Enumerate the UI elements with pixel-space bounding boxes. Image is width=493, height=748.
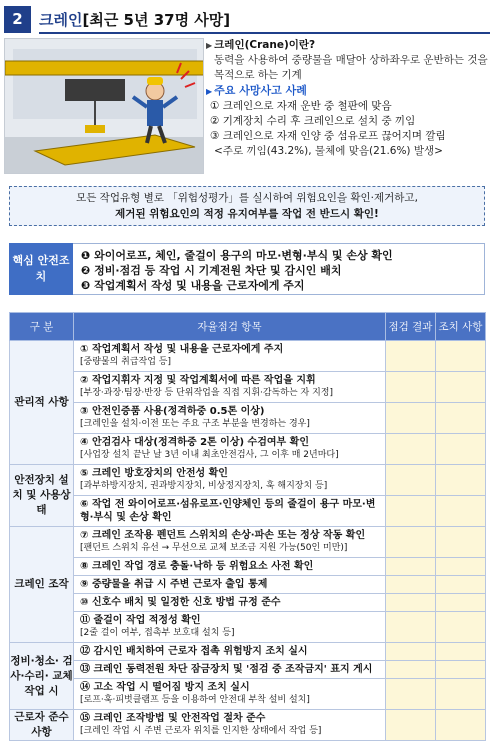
action-input-cell[interactable]: [436, 679, 486, 710]
table-row: [10, 372, 486, 403]
result-checkbox-cell[interactable]: [386, 465, 436, 496]
section-header: [4, 4, 490, 34]
header-underline: [39, 32, 490, 34]
case-item: ① 크레인으로 자재 운반 중 철판에 맞음: [210, 100, 392, 112]
item-text: ④ 안검검사 대상(정격하중 2톤 이상) 수검여부 확인: [80, 437, 309, 448]
checklist-item: [74, 527, 386, 558]
action-input-cell[interactable]: [436, 372, 486, 403]
result-checkbox-cell[interactable]: [386, 434, 436, 465]
checklist-item: [74, 465, 386, 496]
checklist-item: [74, 372, 386, 403]
result-checkbox-cell[interactable]: [386, 403, 436, 434]
item-subtext: [사업장 설치 끝난 날 3년 이내 최초안전검사, 그 이후 매 2년마다]: [80, 450, 339, 460]
action-input-cell[interactable]: [436, 558, 486, 576]
item-text: ⑮ 크레인 조작방법 및 안전작업 절차 준수: [80, 713, 266, 724]
action-input-cell[interactable]: [436, 612, 486, 643]
title-rest: [최근 5년 37명 사망]: [82, 10, 231, 29]
checklist-item: [74, 496, 386, 527]
result-checkbox-cell[interactable]: [386, 612, 436, 643]
table-row: [10, 643, 486, 661]
intro-section: [4, 38, 490, 174]
header-category: 구 분: [10, 313, 74, 341]
action-input-cell[interactable]: [436, 710, 486, 741]
item-text: ⑪ 줄걸이 작업 적정성 확인: [80, 615, 201, 626]
self-inspection-table: [9, 312, 486, 741]
category-cell: 근로자 준수사항: [10, 710, 74, 741]
checklist-item: [74, 612, 386, 643]
action-input-cell[interactable]: [436, 527, 486, 558]
item-subtext: [팬던트 스위치 유선 → 무선으로 교체 보조금 지원 가능(50인 미만)]: [80, 543, 348, 553]
notice-line-1: 모든 작업유형 별로 「위험성평가」를 실시하여 위험요인을 확인·제거하고,: [76, 192, 418, 204]
item-text: ⑭ 고소 작업 시 떨어짐 방지 조치 실시: [80, 682, 250, 693]
item-text: ⑦ 크레인 조작용 펜던트 스위치의 손상·파손 또는 정상 작동 확인: [80, 530, 366, 541]
checklist-item: [74, 661, 386, 679]
item-subtext: [부장·과장·팀장·반장 등 단위작업을 직접 지휘·감독하는 자 지정]: [80, 388, 333, 398]
item-subtext: [크레인 작업 시 주변 근로자 위치를 인지한 상태에서 작업 등]: [80, 726, 322, 736]
accident-stat-note: <주로 끼임(43.2%), 물체에 맞음(21.6%) 발생>: [214, 145, 443, 157]
core-safety-measures: [9, 243, 485, 295]
category-cell: 크레인 조작: [10, 527, 74, 643]
checklist-item: [74, 679, 386, 710]
crane-accident-illustration: [4, 38, 204, 174]
result-checkbox-cell[interactable]: [386, 527, 436, 558]
item-text: ⑩ 신호수 배치 및 일정한 신호 방법 규정 준수: [80, 597, 281, 608]
item-text: ① 작업계획서 작성 및 내용을 근로자에게 주지: [80, 344, 284, 355]
category-cell: 안전장치 설치 및 사용상태: [10, 465, 74, 527]
header-action: 조치 사항: [436, 313, 486, 341]
result-checkbox-cell[interactable]: [386, 496, 436, 527]
item-text: ⑨ 중량물을 취급 시 주변 근로자 출입 통제: [80, 579, 268, 590]
core-item: ❷ 정비·점검 등 작업 시 기계전원 차단 및 감시인 배치: [81, 264, 342, 277]
checklist-item: [74, 434, 386, 465]
crane-question: ▶ 크레인(Crane)이란?: [206, 39, 316, 51]
result-checkbox-cell[interactable]: [386, 372, 436, 403]
item-text: ② 작업지휘자 지정 및 작업계획서에 따른 작업을 지휘: [80, 375, 316, 386]
header-result: 점검 결과: [386, 313, 436, 341]
checklist-item: [74, 594, 386, 612]
result-checkbox-cell[interactable]: [386, 594, 436, 612]
table-row: [10, 679, 486, 710]
title-accent: 크레인: [39, 10, 83, 29]
item-subtext: [크레인을 설치·이전 또는 주요 구조 부분을 변경하는 경우]: [80, 419, 310, 429]
action-input-cell[interactable]: [436, 434, 486, 465]
checklist-item: [74, 558, 386, 576]
action-input-cell[interactable]: [436, 465, 486, 496]
checklist-item: [74, 403, 386, 434]
item-text: ⑥ 작업 전 와이어로프·섬유로프·인양체인 등의 줄걸이 용구 마모·변형·부식 및 손상 확인: [80, 499, 376, 523]
item-text: ⑫ 감시인 배치하여 근로자 접촉 위험방지 조치 실시: [80, 646, 308, 657]
action-input-cell[interactable]: [436, 576, 486, 594]
item-subtext: [중량물의 취급작업 등]: [80, 357, 171, 367]
table-row: [10, 710, 486, 741]
section-number: 2: [4, 6, 31, 33]
table-row: [10, 496, 486, 527]
notice-line-2: 제거된 위험요인의 적정 유지여부를 작업 전 반드시 확인!: [115, 208, 379, 220]
checklist-item: [74, 710, 386, 741]
result-checkbox-cell[interactable]: [386, 679, 436, 710]
table-row: [10, 576, 486, 594]
cases-title: ▶ 주요 사망사고 사례: [206, 84, 307, 97]
action-input-cell[interactable]: [436, 496, 486, 527]
risk-assessment-notice: [9, 186, 485, 226]
checklist-item: [74, 643, 386, 661]
action-input-cell[interactable]: [436, 341, 486, 372]
item-text: ⑤ 크레인 방호장치의 안전성 확인: [80, 468, 228, 479]
result-checkbox-cell[interactable]: [386, 558, 436, 576]
core-item: ❶ 와이어로프, 체인, 줄걸이 용구의 마모·변형·부식 및 손상 확인: [81, 249, 393, 262]
category-cell: 정비·청소· 검사·수리· 교체 작업 시: [10, 643, 74, 710]
table-row: [10, 403, 486, 434]
table-row: [10, 612, 486, 643]
item-text: ⑬ 크레인 동력전원 차단 잠금장치 및 '점검 중 조작금지' 표지 게시: [80, 664, 373, 675]
triangle-icon: ▶: [206, 41, 213, 50]
result-checkbox-cell[interactable]: [386, 341, 436, 372]
table-row: [10, 434, 486, 465]
checklist-item: [74, 576, 386, 594]
header-items: 자율점검 항목: [74, 313, 386, 341]
action-input-cell[interactable]: [436, 643, 486, 661]
item-text: ⑧ 크레인 작업 경로 충돌·낙하 등 위험요소 사전 확인: [80, 561, 314, 572]
table-row: [10, 558, 486, 576]
item-text: ③ 안전인증품 사용(정격하중 0.5톤 이상): [80, 406, 265, 417]
checklist-item: [74, 341, 386, 372]
item-subtext: [로프·훅·피벗클램프 등을 이용하여 안전대 부착 설비 설치]: [80, 695, 310, 705]
triangle-icon: ▶: [206, 87, 213, 96]
result-checkbox-cell[interactable]: [386, 643, 436, 661]
table-row: [10, 661, 486, 679]
crane-definition: 동력을 사용하여 중량물을 매달아 상하좌우로 운반하는 것을 목적으로 하는 기계: [214, 54, 488, 81]
table-row: [10, 527, 486, 558]
case-item: ② 기계장치 수리 후 크레인으로 설치 중 끼임: [210, 115, 416, 127]
result-checkbox-cell[interactable]: [386, 576, 436, 594]
table-body: [10, 341, 486, 741]
category-cell: 관리적 사항: [10, 341, 74, 465]
action-input-cell[interactable]: [436, 403, 486, 434]
table-row: [10, 465, 486, 496]
item-subtext: [2줄 걸이 여부, 접촉부 보호대 설치 등]: [80, 628, 235, 638]
section-title: [39, 6, 230, 33]
action-input-cell[interactable]: [436, 661, 486, 679]
action-input-cell[interactable]: [436, 594, 486, 612]
case-item: ③ 크레인으로 자재 인양 중 섬유로프 끊어지며 깔림: [210, 130, 446, 142]
core-list: [73, 243, 485, 295]
table-row: [10, 341, 486, 372]
result-checkbox-cell[interactable]: [386, 710, 436, 741]
item-subtext: [과부하방지장치, 권과방지장치, 비상정지장치, 훅 해지장치 등]: [80, 481, 328, 491]
intro-text: [206, 38, 490, 159]
core-label: 핵심 안전조치: [9, 243, 73, 295]
result-checkbox-cell[interactable]: [386, 661, 436, 679]
core-item: ❸ 작업계획서 작성 및 내용을 근로자에게 주지: [81, 279, 305, 292]
table-row: [10, 594, 486, 612]
